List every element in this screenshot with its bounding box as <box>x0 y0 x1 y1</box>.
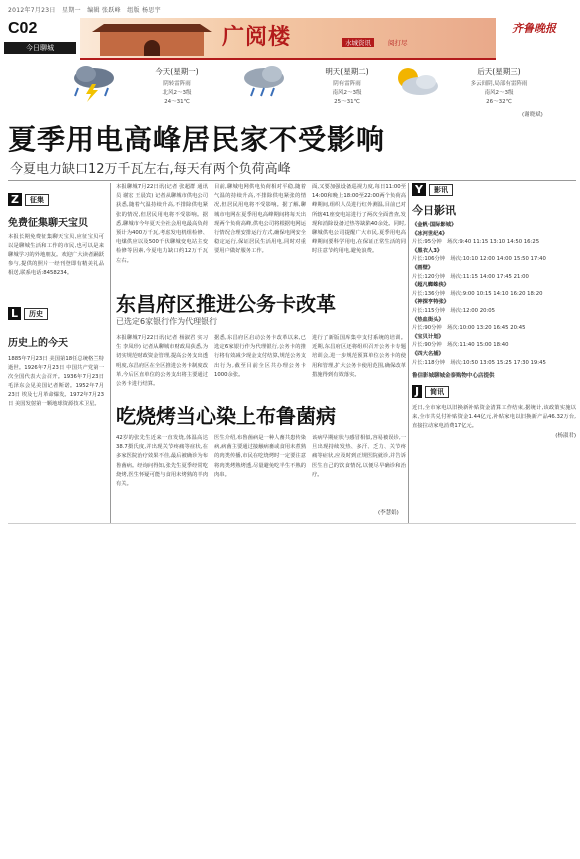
weather-desc: 阴有雷阵雨 南风2～3级 25～31℃ <box>332 81 362 105</box>
newspaper-logo: 齐鲁晚报 <box>512 22 556 35</box>
section-label: 今日聊城 <box>4 42 76 54</box>
list-item: 《宝贝计划》 片长:90分钟 场次:11:40 15:00 18:40 <box>412 333 509 349</box>
tag-history: L 历史 <box>8 307 104 320</box>
banner-tag: 水城资讯 <box>342 38 374 47</box>
main-article-col2: 目前,聊城电网供电负荷相对平稳,随着气温的持续升高,不排除供电紧张的情况,但居民用电将不受影响。据了解,聊城市电网在夏季用电高峰期间将每天出现两个负荷高峰,供电公司将根据电网运行情况合理安排运行方式,确保电网安全稳定运行,保证居民生活用电,同时对重要用户做好服务工作。 <box>214 184 306 255</box>
page-number: C02 <box>8 20 38 37</box>
article3-col2: 医生介绍,布鲁菌病是一种人畜共患传染病,病菌主要通过接触病畜或食用未煮熟的肉类传播,市民在吃烧烤时一定要注意将肉类烤熟烤透,尽量避免吃半生不熟的肉串。 <box>214 435 306 478</box>
list-item: 《超凡蜘蛛侠》 片长:136分钟 场次:9:00 10:15 14:10 16:20 18:20 <box>412 282 543 297</box>
main-subhead: 今夏电力缺口12万千瓦左右,每天有两个负荷高峰 <box>10 162 291 177</box>
weather-day-label: 今天(星期一) <box>155 67 199 76</box>
article2-subtitle: 已选定6家银行作为代理银行 <box>116 317 218 326</box>
left-column <box>8 193 104 495</box>
article2-col3: 进行了新版国库集中支付系统的培训。近期,东昌府区还将组织召开公务卡专题培训会,进一步规范预算单位公务卡的使用和管理,扩大公务卡使用范围,确保改革措施得到有效落实。 <box>312 335 406 378</box>
article2-title: 东昌府区推进公务卡改革 <box>116 292 336 316</box>
tag-briefs: J 简讯 <box>412 385 576 398</box>
column-rule <box>408 183 409 523</box>
main-headline: 夏季用电高峰居民家不受影响 <box>8 123 386 156</box>
brief-credit: (杨淑君) <box>555 433 576 440</box>
list-item: 《热血街头》 片长:90分钟 场次:10:00 13:20 16:45 20:45 <box>412 316 526 332</box>
article3-credit: (李慧娟) <box>378 510 399 516</box>
weather-forecast <box>4 60 576 122</box>
history-title: 历史上的今天 <box>8 338 68 349</box>
list-item: 《画壁》 片长:120分钟 场次:11:15 14:00 17:45 21:00 <box>412 264 529 280</box>
banner-title: 广阅楼 <box>222 24 292 50</box>
weather-desc: 阴转雷阵雨 北风2～3级 24～31℃ <box>162 81 192 105</box>
movies-credit: 鲁信影城聊城金泰购物中心店提供 <box>412 373 495 380</box>
tag-zhengji: Z 征集 <box>8 193 104 206</box>
collection-text: 本报长期免费征集聊天宝贝,应征宝贝可以是聊城生活和工作的市民,也可以是来聊城学习的外地朋友。欢迎广大读者踊跃参与,提供的照片一经刊登即有精美礼品相送,联系电话:8458234。 <box>8 234 104 276</box>
article3-col3: 该病早期症状与感冒相似,容易被误诊,一旦出现持续发热、多汗、乏力、关节疼痛等症状,应及时到正规医院就诊,并告诉医生自己的饮食情况,以便尽早确诊和治疗。 <box>312 435 406 478</box>
brief-news: 近日,全市家电以旧换新补贴资金清算工作结束,据统计,该政策实施以来,全市共兑付补贴资金1.44亿元,补贴家电以旧换新产品46.32万台,直接拉动家电消费17亿元。 <box>412 405 576 430</box>
cinema-name: 《金帆·国际影城》 <box>412 222 457 228</box>
content-bottom-rule <box>8 523 576 524</box>
weather-source: (谢晓斌) <box>522 112 543 118</box>
thunderstorm-icon <box>68 64 120 102</box>
partly-cloudy-icon <box>390 64 442 102</box>
collection-title: 免费征集聊天宝贝 <box>8 218 88 229</box>
column-rule <box>110 183 111 523</box>
banner-tagline: 阅打尽 <box>388 39 408 47</box>
right-column <box>412 183 576 439</box>
article2-col2: 据悉,东昌府区启动公务卡改革以来,已选定6家银行作为代理银行,公务卡的推行将有效减少现金支付结算,规范公务支出行为,截至目前全区共办理公务卡1000余张。 <box>214 335 306 378</box>
gate-tower-illustration <box>92 24 212 56</box>
movie-list <box>412 221 576 367</box>
main-article-col3: 面,又要加强设备巡视力度,每日11:00至14:00和晚上18:00至22:00两个负荷高峰期间,组织人员进行红外测温,目前已对所辖41座变电站进行了两次全面普查,发现和消除设备过热等缺陷40余处。同时,聊城供电公司提醒广大市民,夏季用电高峰期间要科学用电,在保证正常生活的同时注意节约用电,避免浪费。 <box>312 184 406 255</box>
movies-title: 今日影讯 <box>412 204 456 217</box>
weather-desc: 多云间阴,局部有雷阵雨 南风2～3级 26～32℃ <box>470 81 528 105</box>
list-item: 《冰河世纪4》 片长:95分钟 场次:9:40 11:15 13:10 14:50 16:25 <box>412 230 540 246</box>
cloudy-rain-icon <box>238 64 290 102</box>
history-text: 1885年7月23日 美国第18任总统格兰特逝世。1926年7月23日 中国共产党第一次全国代表大会召开。1936年7月23日 毛泽东会见美国记者斯诺。1952年7月23日 埃及七月革命爆发。1972年7月23日 美国发射第一颗地球资源技术卫星。 <box>8 356 104 407</box>
page-meta: 2012年7月23日 星期一 编辑 张跃峰 组版 杨思宇 <box>8 7 161 14</box>
weather-day-label: 明天(星期二) <box>325 67 369 76</box>
headline-rule <box>8 180 576 181</box>
article3-col1: 42岁的张先生近来一直发烧,体温高达38.7摄氏度,并出现关节疼痛等症状,在多家医院治疗效果不佳,最后被确诊为布鲁菌病。经询问得知,张先生夏季经常吃烧烤,医生怀疑可能与食用未烤熟的羊肉有关。 <box>116 435 208 488</box>
weather-day-label: 后天(星期三) <box>477 67 521 76</box>
main-article-col1: 本报聊城7月22日讯(记者 张超群 通讯员 谢宏 王晨宾) 记者从聊城市供电公司获悉,随着气温持续升高,不排除供电紧张的情况,但居民用电将不受影响。据悉,聊城市今年夏天全社会用电最高负荷预计为400万千瓦,考虑发电机组检修、电煤供应以及500千伏聊城变电站主变检修等因素,今夏电力缺口约12万千瓦左右。 <box>116 184 208 264</box>
weather-day-after <box>386 60 576 122</box>
list-item: 《黑衣人3》 片长:106分钟 场次:10:10 12:00 14:00 15:50 17:40 <box>412 247 546 263</box>
weather-today <box>64 60 254 122</box>
article2-col1: 本报聊城7月22日讯(记者 杨淑君 实习生 李凤珍) 记者从聊城市财政局获悉,为切实规范财政资金管理,提高公务支出透明度,东昌府区在全区推进公务卡制度改革,今后区直单位的公务支出将主要通过公务卡进行结算。 <box>116 335 208 388</box>
tag-movies: Y 影讯 <box>412 183 576 196</box>
list-item: 《四大名捕》 片长:118分钟 场次:10:50 13:05 15:25 17:30 19:45 <box>412 350 546 366</box>
article3-title: 吃烧烤当心染上布鲁菌病 <box>116 404 336 428</box>
list-item: 《神探亨特张》 片长:115分钟 场次:12:00 20:05 <box>412 299 495 314</box>
masthead-banner <box>80 18 496 58</box>
